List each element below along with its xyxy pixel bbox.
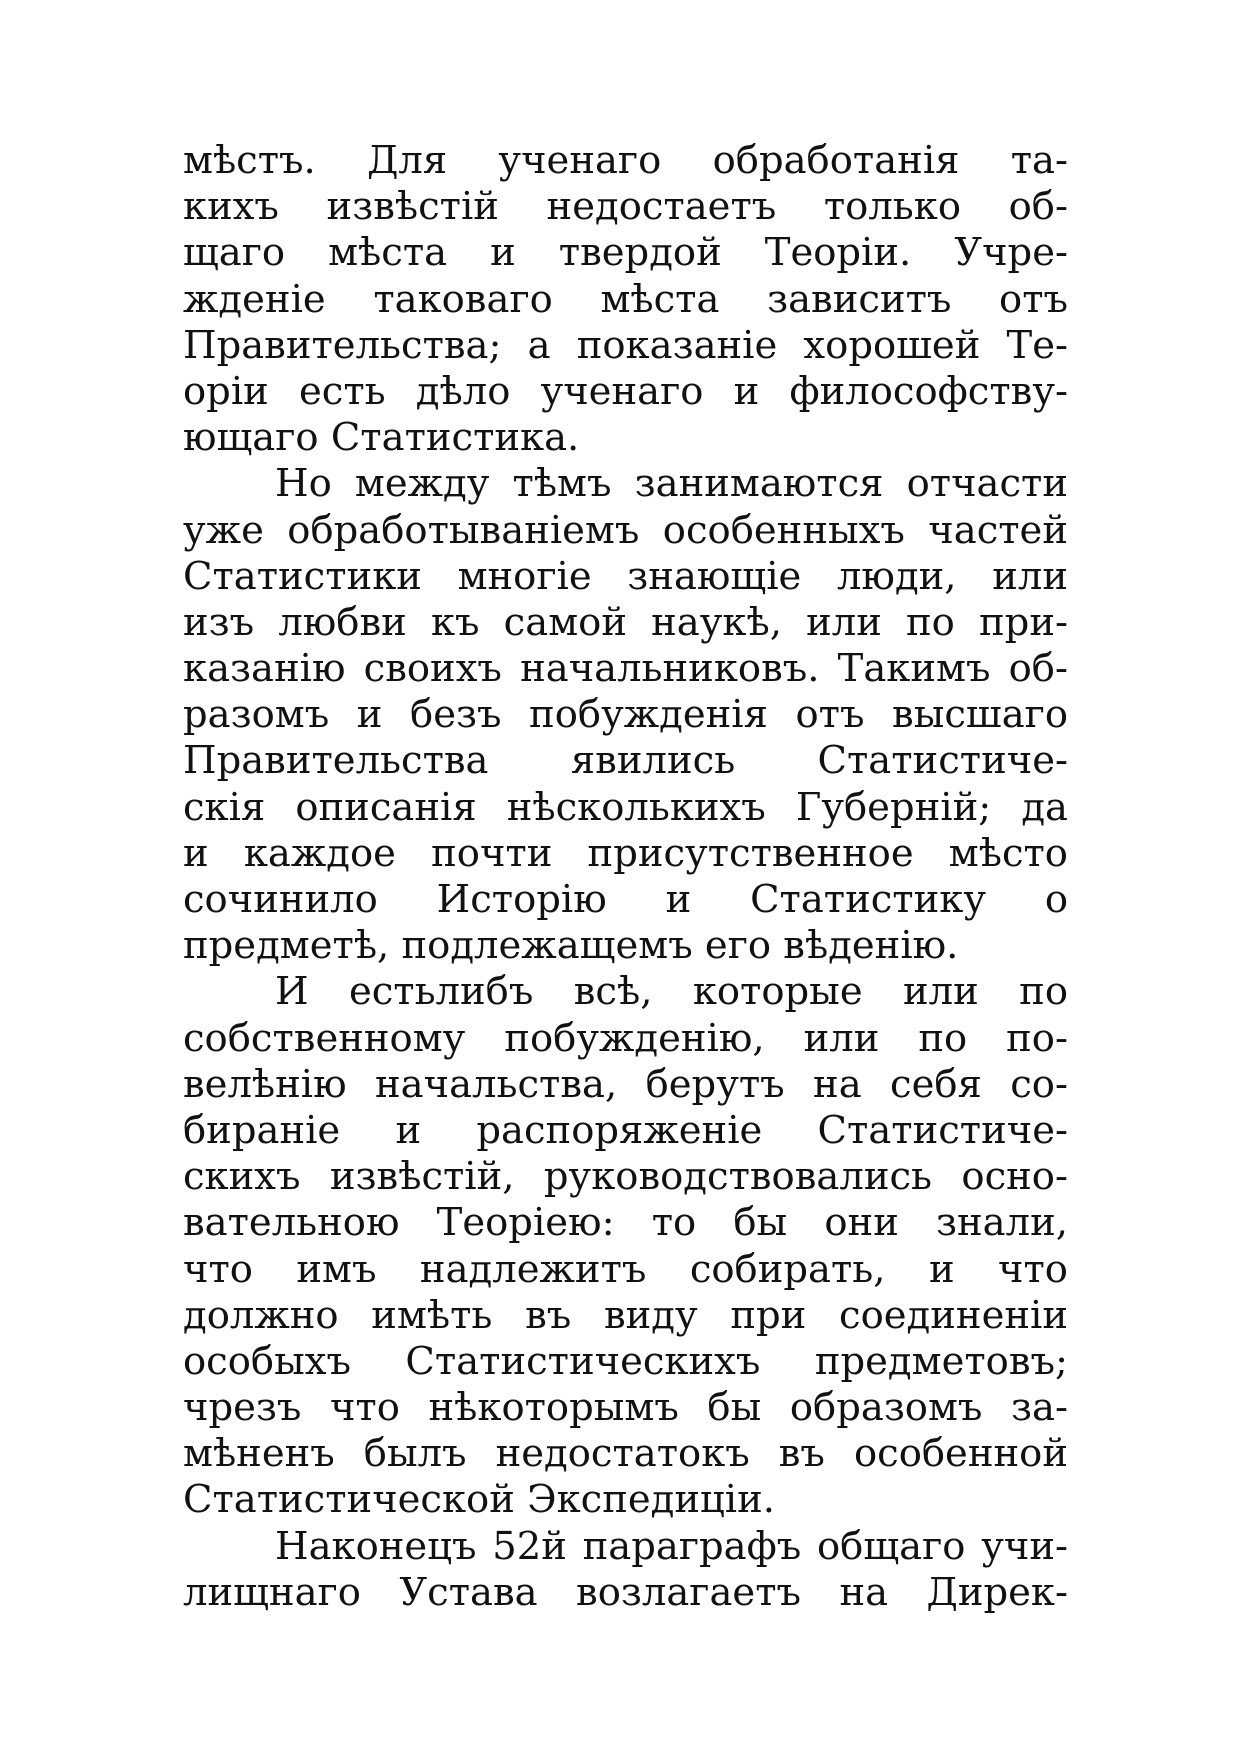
text-line: Статистической Экспедиціи. bbox=[183, 1477, 775, 1523]
text-line: лищнаго Устава возлагаетъ на Дирек- bbox=[183, 1569, 1068, 1615]
text-line: велѣнію начальства, берутъ на себя со- bbox=[183, 1061, 1068, 1107]
text-line: скія описанія нѣсколькихъ Губерній; да bbox=[183, 784, 1068, 830]
text-line: жденіе таковаго мѣста зависитъ отъ bbox=[183, 276, 1068, 322]
text-line: чрезъ что нѣкоторымъ бы образомъ за- bbox=[183, 1385, 1068, 1431]
text-line: разомъ и безъ побужденія отъ высшаго bbox=[183, 692, 1068, 738]
text-line: кихъ извѣстій недостаетъ только об- bbox=[183, 184, 1068, 230]
text-line: оріи есть дѣло ученаго и философству- bbox=[183, 368, 1068, 414]
text-line: казанію своихъ начальниковъ. Такимъ об- bbox=[183, 646, 1068, 692]
text-line: Наконецъ 52й параграфъ общаго учи- bbox=[275, 1523, 1068, 1569]
text-line: и каждое почти присутственное мѣсто bbox=[183, 830, 1068, 876]
text-line: Статистики многіе знающіе люди, или bbox=[183, 553, 1068, 599]
text-line: сочинило Исторію и Статистику о bbox=[183, 877, 1068, 922]
text-line: ющаго Статистика. bbox=[183, 415, 580, 461]
text-line: Но между тѣмъ занимаются отчасти bbox=[275, 461, 1068, 507]
text-line: особыхъ Статистическихъ предметовъ; bbox=[183, 1338, 1068, 1384]
text-line: собственному побужденію, или по по- bbox=[183, 1015, 1068, 1061]
text-line: И естьлибъ всѣ, которые или по bbox=[275, 969, 1068, 1015]
body-text bbox=[183, 138, 1068, 1616]
text-line: изъ любви къ самой наукѣ, или по при- bbox=[183, 599, 1068, 645]
text-line: что имъ надлежитъ собирать, и что bbox=[183, 1246, 1068, 1292]
text-line: щаго мѣста и твердой Теоріи. Учре- bbox=[183, 230, 1068, 276]
text-line: должно имѣть въ виду при соединеніи bbox=[183, 1292, 1068, 1338]
text-line: бираніе и распоряженіе Статистиче- bbox=[183, 1107, 1068, 1153]
text-line: уже обработываніемъ особенныхъ частей bbox=[183, 507, 1068, 553]
text-line: вательною Теоріею: то бы они знали, bbox=[183, 1200, 1068, 1246]
text-line: предметѣ, подлежащемъ его вѣденію. bbox=[183, 923, 959, 969]
text-line: мѣстъ. Для ученаго обработанія та- bbox=[183, 138, 1068, 183]
text-line: Правительства; а показаніе хорошей Те- bbox=[183, 322, 1068, 368]
text-line: Правительства явились Статистиче- bbox=[183, 738, 1068, 784]
text-line: мѣненъ былъ недостатокъ въ особенной bbox=[183, 1431, 1068, 1477]
text-line: скихъ извѣстій, руководствовались осно- bbox=[183, 1154, 1068, 1200]
